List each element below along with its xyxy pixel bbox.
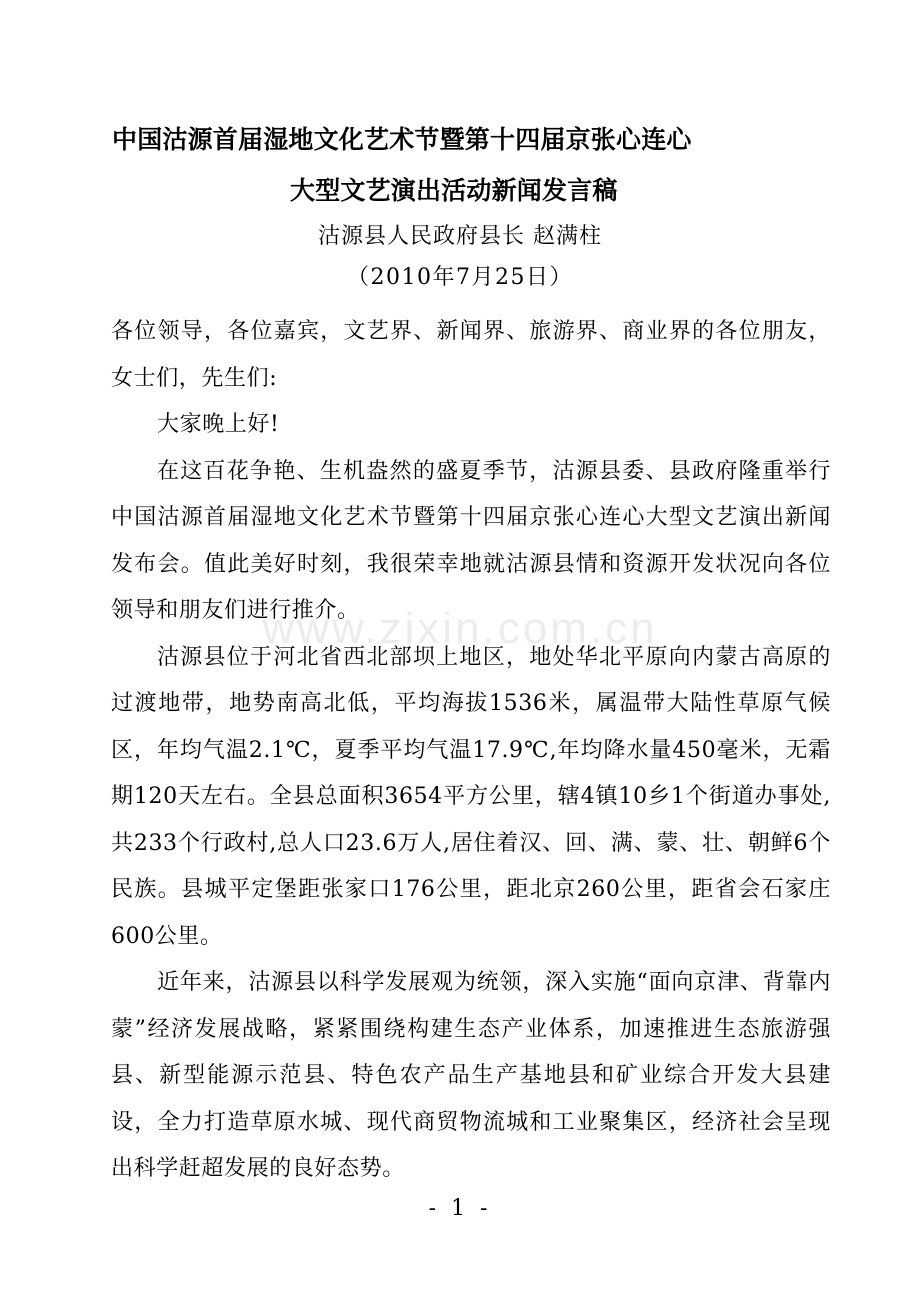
salutation-paragraph: 各位领导，各位嘉宾，文艺界、新闻界、旅游界、商业界的各位朋友，女士们，先生们: [111, 319, 831, 391]
date-line: （2010年7月25日） [347, 265, 573, 290]
county-profile-paragraph: 沽源县位于河北省西北部坝上地区，地处华北平原向内蒙古高原的过渡地带，地势南高北低，平均海拔1536米，属温带大陆性草原气候区，年均气温2.1℃，夏季平均气温17.9℃,年均降水量450毫米，无霜期120天左右。全县总面积3654平方公里，辖4镇10乡1个街道办事处,共233个行政村,总人口23.6万人,居住着汉、回、满、蒙、壮、朝鲜6个民族。县城平定堡距张家口176公里，距北京260公里，距省会石家庄600公里。 [111, 644, 831, 949]
watermark: www.zixin.com.cn [262, 604, 658, 653]
greeting-paragraph: 大家晚上好! [157, 412, 280, 437]
development-paragraph: 近年来，沽源县以科学发展观为统领，深入实施“面向京津、背靠内蒙”经济发展战略，紧紧围绕构建生态产业体系，加速推进生态旅游强县、新型能源示范县、特色农产品生产基地县和矿业综合开发大县建设，全力打造草原水城、现代商贸物流城和工业聚集区，经济社会呈现出科学赶超发展的良好态势。 [111, 970, 831, 1181]
author-line: 沽源县人民政府县长 赵满柱 [318, 224, 602, 249]
page-number: - 1 - [428, 1196, 492, 1221]
document-title-line-2: 大型文艺演出活动新闻发言稿 [290, 176, 618, 205]
speech-body [111, 309, 831, 1193]
document-title-line-1: 中国沽源首届湿地文化艺术节暨第十四届京张心连心 [112, 125, 692, 154]
opening-paragraph: 在这百花争艳、生机盎然的盛夏季节，沽源县委、县政府隆重举行中国沽源首届湿地文化艺术节暨第十四届京张心连心大型文艺演出新闻发布会。值此美好时刻，我很荣幸地就沽源县情和资源开发状况向各位领导和朋友们进行推介。 [111, 458, 831, 623]
